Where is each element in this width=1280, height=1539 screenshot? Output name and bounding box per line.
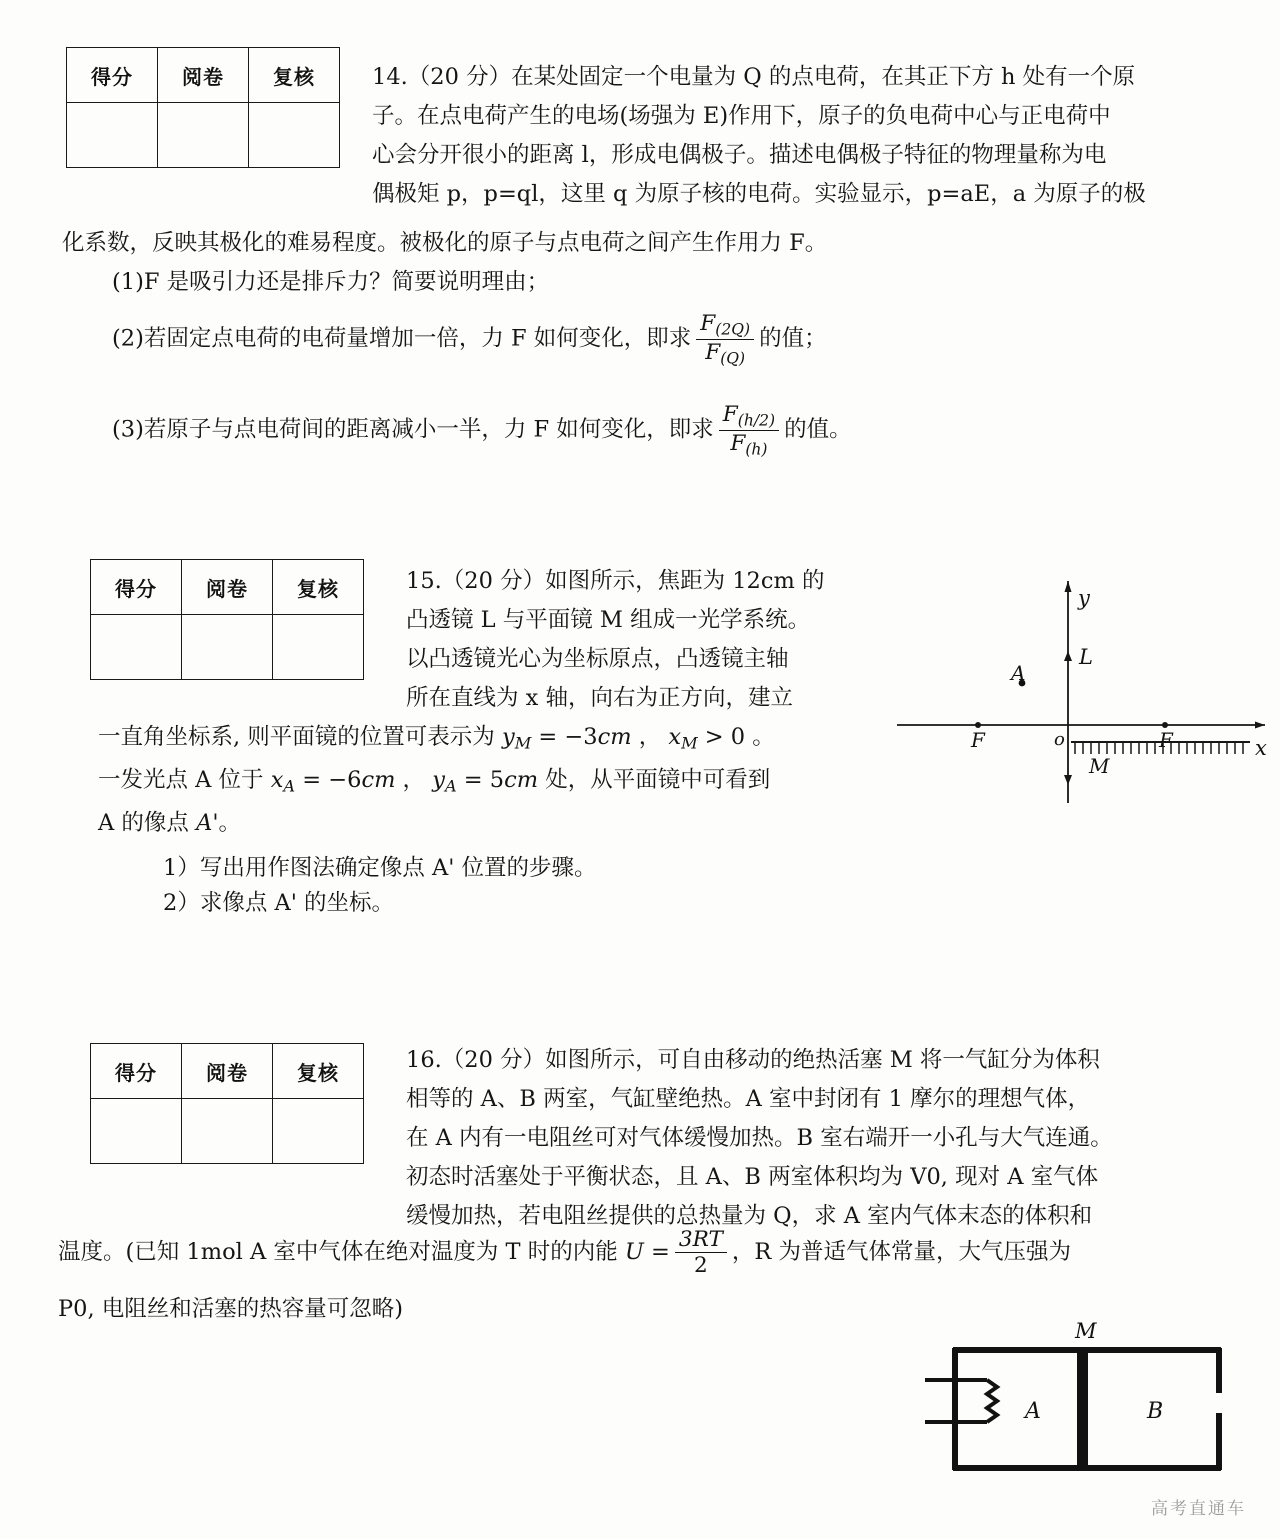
frac-numerator-sub: (2Q): [715, 320, 751, 339]
y-axis-arrow: [1065, 581, 1072, 592]
chamber-a-label: A: [1025, 1399, 1041, 1424]
q14-item-2-fraction: [696, 312, 754, 367]
q16-line-2: 相等的 A、B 两室，气缸壁绝热。A 室中封闭有 1 摩尔的理想气体，: [406, 1086, 1091, 1112]
table-row: [91, 560, 364, 615]
q15-line-5: 一直角坐标系, 则平面镜的位置可表示为 $y_M = -3cm$ ， $x_M > 0$ 。: [98, 724, 775, 753]
frac-denominator: F: [705, 340, 721, 366]
score-value-fuhe[interactable]: [273, 615, 364, 680]
score-header-yuejuan: 阅卷: [158, 48, 249, 103]
piston-label: M: [1075, 1319, 1097, 1343]
mirror-label: M: [1089, 754, 1110, 778]
q16-line-3: 在 A 内有一电阻丝可对气体缓慢加热。B 室右端开一小孔与大气连通。: [406, 1125, 1113, 1151]
frac-numerator: F: [722, 402, 738, 427]
q14-label: 14.: [372, 64, 408, 90]
q14-item-2: [112, 312, 1252, 367]
q16-line-7: P0, 电阻丝和活塞的热容量可忽略): [58, 1296, 404, 1322]
score-header-defen: 得分: [67, 48, 158, 103]
x-axis-arrow: [1255, 722, 1265, 729]
q14-item-2-tag: (2): [112, 325, 144, 352]
score-table-q16: [90, 1043, 364, 1164]
origin-label: o: [1054, 729, 1065, 750]
optics-coordinate-diagram: [893, 575, 1278, 805]
q14-body-line-1: 在某处固定一个电量为 Q 的点电荷，在其正下方 h 处有一个原: [511, 64, 1136, 90]
cylinder-piston-diagram: [925, 1318, 1245, 1493]
frac-numerator: 3RT: [678, 1227, 723, 1252]
q14-line-2: 子。在点电荷产生的电场(场强为 E)作用下，原子的负电荷中心与正电荷中: [372, 103, 1111, 129]
q14-item-1: [112, 263, 1252, 302]
heating-coil-icon: [987, 1380, 997, 1422]
point-a-label: A: [1011, 661, 1026, 685]
q16-line-1: [406, 1041, 1261, 1080]
q16-body-line-1: 如图所示，可自由移动的绝热活塞 M 将一气缸分为体积: [545, 1047, 1100, 1073]
table-row: [91, 1044, 364, 1099]
q16-line-6: [58, 1228, 1273, 1278]
q15-label: 15.: [406, 568, 442, 594]
frac-numerator: F: [700, 311, 716, 336]
x-axis-label: x: [1255, 736, 1267, 760]
score-header-defen: 得分: [91, 560, 182, 615]
score-header-defen: 得分: [91, 1044, 182, 1099]
lens-top-arrow-icon: [1064, 651, 1072, 661]
q16-cont-prefix: 温度。(已知 1mol A 室中气体在绝对温度为 T 时的内能: [58, 1238, 618, 1265]
q14-item-3-text-after: 的值。: [784, 416, 852, 443]
table-row: [91, 1099, 364, 1164]
internal-energy-fraction: [675, 1228, 727, 1278]
q15-points: （20 分）: [441, 568, 546, 594]
score-value-yuejuan[interactable]: [158, 103, 249, 168]
score-value-yuejuan[interactable]: [182, 615, 273, 680]
q14-item-1-tag: (1): [112, 269, 144, 295]
table-row: [67, 48, 340, 103]
q14-item-3-text-before: 若原子与点电荷间的距离减小一半，力 F 如何变化，即求: [143, 416, 714, 443]
q15-body-line-1: 如图所示，焦距为 12cm 的: [545, 568, 825, 594]
q14-points: （20 分）: [407, 64, 512, 90]
q15-sub-item-2: 2）求像点 A' 的坐标。: [163, 890, 395, 916]
piston-m: [1077, 1350, 1088, 1468]
q15-line-1: [406, 562, 876, 601]
q16-points: （20 分）: [441, 1047, 546, 1073]
q15-line-2: 凸透镜 L 与平面镜 M 组成一光学系统。: [406, 607, 811, 633]
score-value-defen[interactable]: [91, 1099, 182, 1164]
q14-item-3: [112, 403, 1252, 458]
q15-line-3: 以凸透镜光心为坐标原点，凸透镜主轴: [406, 646, 789, 672]
q14-line-1: [372, 58, 1252, 97]
question-15-body: [406, 562, 876, 718]
frac-denominator-sub: (h): [745, 440, 768, 459]
chamber-b-label: B: [1147, 1399, 1164, 1424]
q16-label: 16.: [406, 1047, 442, 1073]
score-value-yuejuan[interactable]: [182, 1099, 273, 1164]
internal-energy-lhs: U =: [624, 1238, 670, 1265]
score-value-defen[interactable]: [67, 103, 158, 168]
q14-item-2-text-before: 若固定点电荷的电荷量增加一倍，力 F 如何变化，即求: [143, 325, 692, 352]
q15-sub-item-1: 1）写出用作图法确定像点 A' 位置的步骤。: [163, 855, 597, 881]
q15-line-4: 所在直线为 x 轴，向右为正方向，建立: [406, 685, 793, 711]
focus-left-label: F: [971, 728, 985, 752]
q15-line-7: A 的像点 A'。: [98, 810, 241, 836]
frac-denominator-sub: (Q): [720, 349, 746, 368]
q14-item-1-text: F 是吸引力还是排斥力？简要说明理由；: [143, 269, 550, 295]
score-header-yuejuan: 阅卷: [182, 1044, 273, 1099]
question-14-body: [372, 58, 1252, 214]
q14-line-4: 偶极矩 p，p=ql，这里 q 为原子核的电荷。实验显示，p=aE，a 为原子的极: [372, 181, 1146, 207]
y-axis-label: y: [1078, 586, 1090, 610]
q14-item-3-fraction: [719, 403, 779, 458]
q14-item-2-text-after: 的值；: [759, 325, 827, 352]
q16-cont-suffix: ，R 为普适气体常量，大气压强为: [731, 1238, 1071, 1265]
score-header-fuhe: 复核: [249, 48, 340, 103]
score-value-fuhe[interactable]: [249, 103, 340, 168]
q16-line-4: 初态时活塞处于平衡状态，且 A、B 两室体积均为 V0, 现对 A 室气体: [406, 1164, 1099, 1190]
q14-item-3-tag: (3): [112, 416, 144, 443]
question-16-body: [406, 1041, 1261, 1236]
score-header-yuejuan: 阅卷: [182, 560, 273, 615]
table-row: [67, 103, 340, 168]
lens-label: L: [1079, 645, 1093, 669]
watermark-label: 高考直通车: [1151, 1499, 1246, 1519]
frac-denominator: 2: [693, 1253, 708, 1279]
frac-numerator-sub: (h/2): [737, 411, 776, 430]
q14-line-3: 心会分开很小的距离 l，形成电偶极子。描述电偶极子特征的物理量称为电: [372, 142, 1107, 168]
frac-denominator: F: [730, 431, 746, 457]
score-value-defen[interactable]: [91, 615, 182, 680]
score-table-q15: [90, 559, 364, 680]
lens-bottom-arrow-icon: [1064, 775, 1072, 785]
table-row: [91, 615, 364, 680]
q14-line-5: 化系数，反映其极化的难易程度。被极化的原子与点电荷之间产生作用力 F。: [62, 230, 828, 256]
score-header-fuhe: 复核: [273, 560, 364, 615]
focus-right-label: F: [1159, 728, 1173, 752]
score-value-fuhe[interactable]: [273, 1099, 364, 1164]
score-table-q14: [66, 47, 340, 168]
q16-line-5: 缓慢加热，若电阻丝提供的总热量为 Q，求 A 室内气体末态的体积和: [406, 1203, 1093, 1229]
score-header-fuhe: 复核: [273, 1044, 364, 1099]
q15-line-6: 一发光点 A 位于 $x_A = -6cm$ ， $y_A = 5cm$ 处，从平面镜中可看到: [98, 767, 771, 796]
